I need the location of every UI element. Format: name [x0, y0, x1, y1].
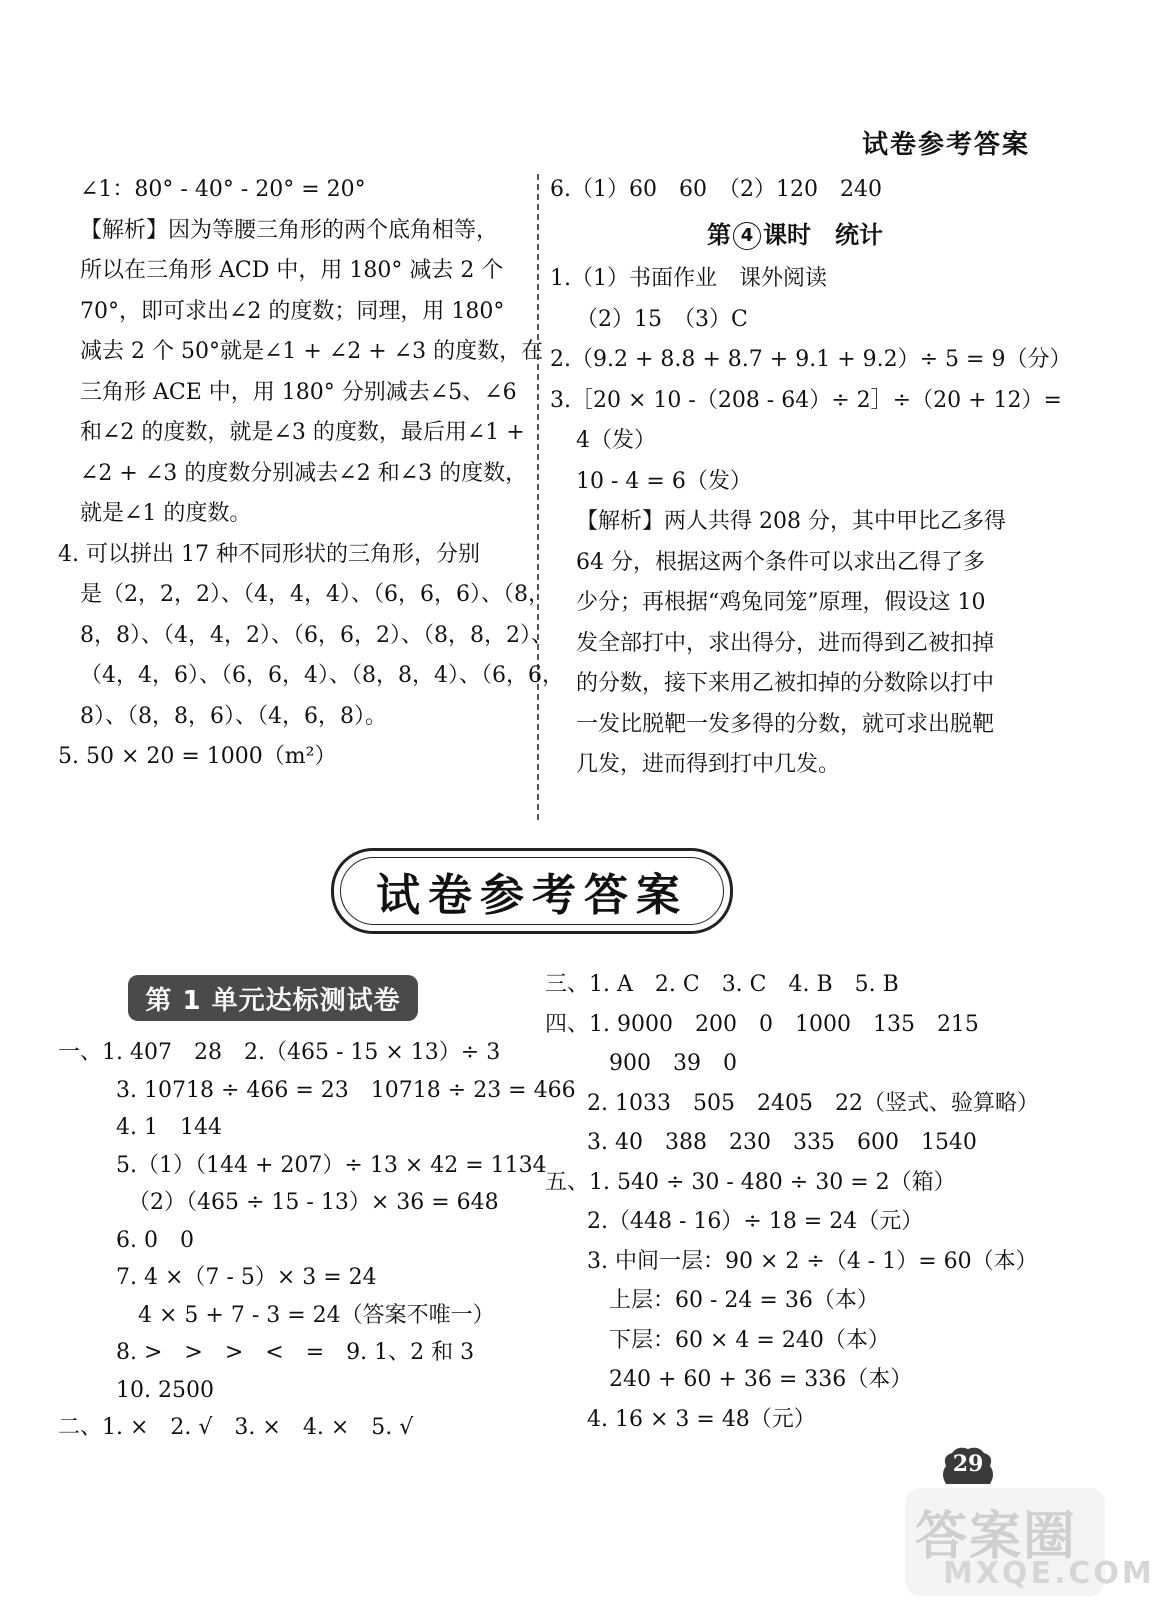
analysis-line: 【解析】因为等腰三角形的两个底角相等， [80, 217, 499, 243]
answer-line: 8. > > > < = 9. 1、2 和 3 [116, 1340, 475, 1365]
left-top-column [58, 170, 564, 778]
analysis-line: 三角形 ACE 中，用 180° 分别减去∠5、∠6 [80, 379, 517, 405]
section-banner [331, 848, 733, 934]
analysis-line: 一发比脱靶一发多得的分数，就可求出脱靶 [576, 711, 995, 737]
page-number: 29 [952, 1451, 984, 1477]
answer-line: 3. 10718 ÷ 466 = 23 10718 ÷ 23 = 466 [116, 1077, 576, 1103]
lesson-title [550, 215, 1040, 256]
answer-line: 一、1. 407 28 2.（465 - 15 × 13）÷ 3 [58, 1040, 501, 1065]
answer-line: 4. 可以拼出 17 种不同形状的三角形，分别 [58, 541, 480, 567]
analysis-line: 【解析】两人共得 208 分，其中甲比乙多得 [576, 509, 1006, 534]
analysis-line: 少分；再根据“鸡兔同笼”原理，假设这 10 [576, 590, 986, 615]
answer-line: 3.［20 × 10 -（208 - 64）÷ 2］÷（20 + 12）= [550, 387, 1062, 413]
answer-line: （2）（465 ÷ 15 - 13）× 36 = 648 [128, 1190, 499, 1215]
analysis-line: 和∠2 的度数，就是∠3 的度数，最后用∠1 + [80, 420, 525, 445]
watermark-url: MXQE.COM [943, 1556, 1155, 1591]
lesson-number-circle: 4 [733, 222, 761, 250]
analysis-line: 几发，进而得到打中几发。 [576, 752, 841, 777]
analysis-line: 的分数，接下来用乙被扣掉的分数除以打中 [576, 671, 995, 696]
answer-line: 五、1. 540 ÷ 30 - 480 ÷ 30 = 2（箱） [545, 1169, 956, 1195]
analysis-line: 就是∠1 的度数。 [80, 501, 252, 526]
page-number-badge [938, 1444, 998, 1488]
answer-line: 7. 4 ×（7 - 5）× 3 = 24 [116, 1265, 377, 1290]
unit-title: 第 1 单元达标测试卷 [145, 985, 401, 1016]
answer-line: （4，4，6）、（6，6，4）、（8，8，4）、（6，6， [80, 663, 564, 688]
answer-line: 5.（1）（144 + 207）÷ 13 × 42 = 1134 [116, 1152, 547, 1178]
watermark-logo-text: 答案圈 [915, 1507, 1078, 1567]
answer-line: 是（2，2，2）、（4，4，4）、（6，6，6）、（8， [80, 582, 550, 607]
answer-line: 2.（448 - 16）÷ 18 = 24（元） [587, 1209, 924, 1234]
answer-line: 4. 16 × 3 = 48（元） [587, 1406, 816, 1432]
answer-line: 二、1. × 2. √ 3. × 4. × 5. √ [58, 1415, 414, 1440]
lesson-prefix: 第 [707, 220, 731, 249]
column-divider [537, 174, 539, 820]
left-bottom-column [58, 1034, 576, 1447]
answer-line: 240 + 60 + 36 = 336（本） [609, 1367, 913, 1392]
unit-title-badge [128, 975, 418, 1021]
answer-line: 6.（1）60 60 （2）120 240 [550, 177, 882, 202]
analysis-line: ∠2 + ∠3 的度数分别减去∠2 和∠3 的度数， [80, 460, 528, 486]
answer-line: 4 × 5 + 7 - 3 = 24（答案不唯一） [138, 1302, 495, 1328]
analysis-line: 所以在三角形 ACD 中，用 180° 减去 2 个 [80, 258, 504, 283]
answer-line: 1.（1）书面作业 课外阅读 [550, 266, 827, 291]
answer-line: 3. 中间一层：90 × 2 ÷（4 - 1）= 60（本） [587, 1248, 1038, 1274]
watermark [905, 1488, 1155, 1596]
right-top-column [550, 170, 1072, 786]
answer-line: 上层：60 - 24 = 36（本） [609, 1288, 879, 1313]
answer-line: （2）15 （3）C [576, 306, 748, 332]
section-banner-title: 试卷参考答案 [376, 870, 688, 921]
analysis-line: 发全部打中，求出得分，进而得到乙被扣掉 [576, 630, 995, 656]
running-head: 试卷参考答案 [861, 130, 1030, 160]
answer-line: 下层：60 × 4 = 240（本） [609, 1327, 890, 1353]
answer-line: 5. 50 × 20 = 1000（m²） [58, 744, 337, 769]
section-banner-inner [340, 857, 724, 925]
answer-line: 8，8）、（4，4，2）、（6，6，2）、（8，8，2）、 [80, 622, 553, 648]
analysis-line: 70°，即可求出∠2 的度数；同理，用 180° [80, 298, 505, 324]
answer-line: 三、1. A 2. C 3. C 4. B 5. B [545, 972, 899, 997]
right-bottom-column [545, 965, 1045, 1439]
answer-line: 3. 40 388 230 335 600 1540 [587, 1130, 977, 1155]
analysis-line: 减去 2 个 50°就是∠1 + ∠2 + ∠3 的度数，在 [80, 339, 544, 364]
answer-line: 10. 2500 [116, 1377, 214, 1403]
answer-line: 四、1. 9000 200 0 1000 135 215 [545, 1011, 979, 1037]
answer-line: 900 39 0 [609, 1051, 737, 1076]
answer-line: 10 - 4 = 6（发） [576, 468, 752, 494]
answer-line: 4. 1 144 [116, 1115, 222, 1140]
answer-line: 2. 1033 505 2405 22（竖式、验算略） [587, 1090, 1039, 1116]
answer-line: 4（发） [576, 428, 656, 453]
analysis-line: 64 分，根据这两个条件可以求出乙得了多 [576, 549, 985, 575]
lesson-suffix: 课时 统计 [763, 220, 883, 249]
answer-line: ∠1：80° - 40° - 20° = 20° [80, 177, 366, 202]
answer-line: 2.（9.2 + 8.8 + 8.7 + 9.1 + 9.2）÷ 5 = 9（分） [550, 347, 1072, 372]
answer-line: 6. 0 0 [116, 1227, 194, 1253]
answer-line: 8）、（8，8，6）、（4，6，8）。 [80, 703, 387, 729]
